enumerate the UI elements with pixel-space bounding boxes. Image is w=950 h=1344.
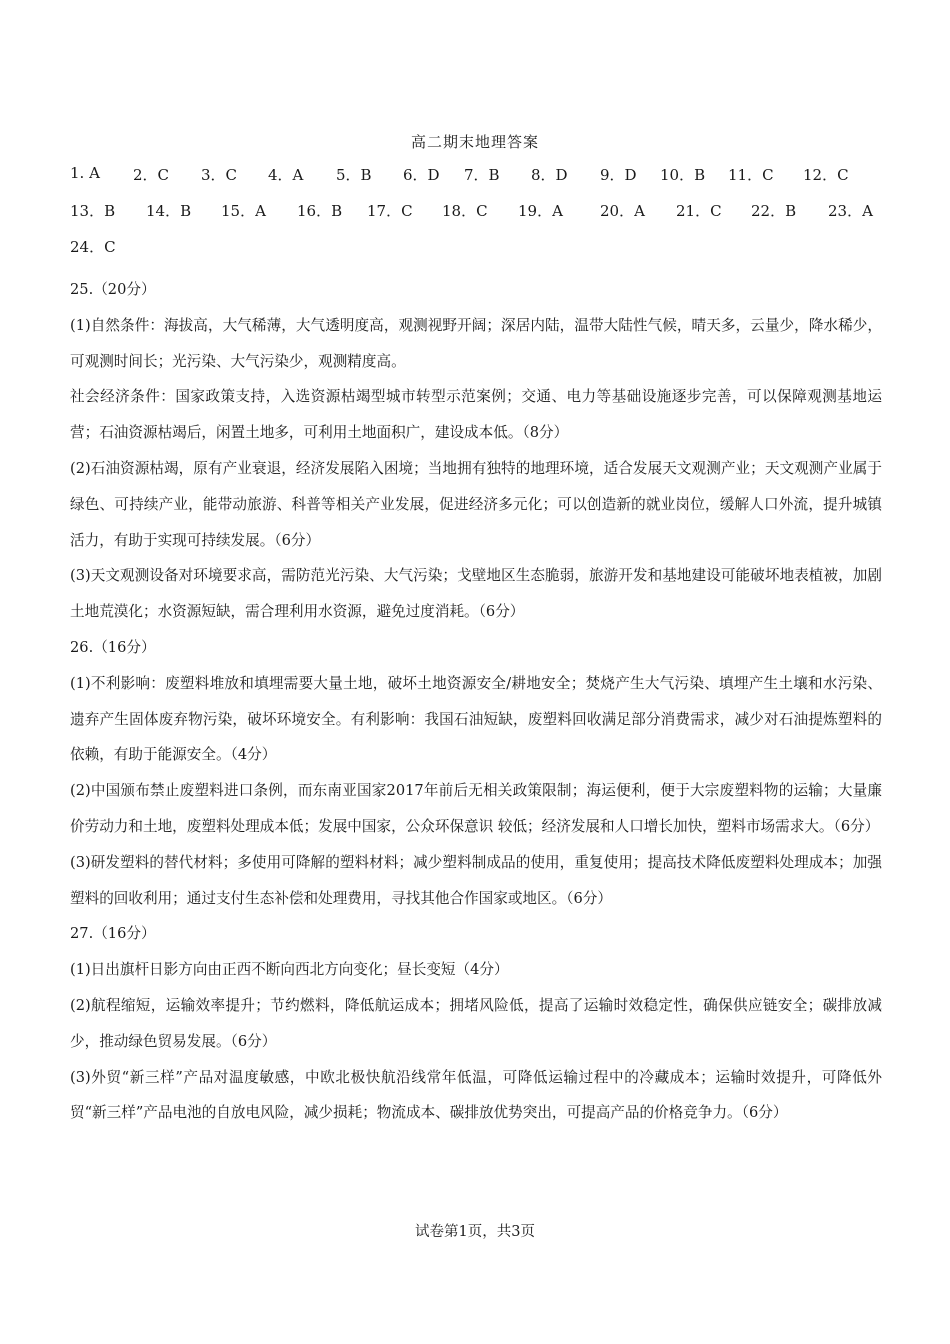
answer-paragraph: (1)日出旗杆日影方向由正西不断向西北方向变化；昼长变短（4分） — [70, 961, 509, 979]
answer-paragraph: (1)自然条件：海拔高，大气稀薄，大气透明度高，观测视野开阔；深居内陆，温带大陆性气候，晴天多，云量少，降水稀少，可观测时间长；光污染、大气污染少，观测精度高。 — [70, 316, 882, 370]
answer-item: 14．B — [146, 202, 192, 220]
answer-item: 5．B — [336, 166, 372, 184]
answer-item: 23．A — [828, 202, 873, 220]
answer-item: 4．A — [268, 166, 304, 184]
answer-item: 2．C — [133, 166, 170, 184]
answer-item: 24．C — [70, 238, 116, 256]
question-27 — [70, 916, 882, 1131]
question-25 — [70, 272, 882, 630]
answer-item: 22．B — [751, 202, 797, 220]
answer-item: 15．A — [221, 202, 266, 220]
question-header: 26.（16分） — [70, 638, 156, 656]
answer-item: 12．C — [803, 166, 849, 184]
answer-paragraph: (2)航程缩短，运输效率提升；节约燃料，降低航运成本；拥堵风险低，提高了运输时效稳定性，确保供应链安全；碳排放减少，推动绿色贸易发展。（6分） — [70, 996, 882, 1050]
question-26 — [70, 630, 882, 916]
answer-paragraph: (3)外贸“新三样”产品对温度敏感，中欧北极快航沿线常年低温，可降低运输过程中的冷藏成本；运输时效提升，可降低外贸“新三样”产品电池的自放电风险，减少损耗；物流成本、碳排放优势突出，可提高产品的价格竞争力。（6分） — [70, 1068, 882, 1122]
answer-item: 9．D — [600, 166, 637, 184]
answer-item: 10．B — [660, 166, 706, 184]
answer-paragraph: (3)研发塑料的替代材料；多使用可降解的塑料材料；减少塑料制成品的使用，重复使用；提高技术降低废塑料处理成本；加强塑料的回收利用；通过支付生态补偿和处理费用，寻找其他合作国家或地区。（6分） — [70, 853, 882, 907]
answer-row — [70, 164, 890, 200]
answer-paragraph: (2)中国颁布禁止废塑料进口条例，而东南亚国家2017年前后无相关政策限制；海运便利，便于大宗废塑料物的运输；大量廉价劳动力和土地，废塑料处理成本低；发展中国家，公众环保意识 较低；经济发展和人口增长加快，塑料市场需求大。（6分） — [70, 782, 882, 835]
answer-paragraph: (1)不利影响：废塑料堆放和填埋需要大量土地，破坏土地资源安全/耕地安全；焚烧产生大气污染、填埋产生土壤和水污染、遗弃产生固体废弃物污染，破坏环境安全。有利影响：我国石油短缺，废塑料回收满足部分消费需求，减少对石油提炼塑料的依赖，有助于能源安全。（4分） — [70, 674, 882, 764]
answer-paragraph: (3)天文观测设备对环境要求高，需防范光污染、大气污染；戈壁地区生态脆弱，旅游开发和基地建设可能破坏地表植被，加剧土地荒漠化；水资源短缺，需合理利用水资源，避免过度消耗。（6分） — [70, 567, 882, 621]
answer-item: 17．C — [367, 202, 413, 220]
answer-item: 1. A — [70, 164, 100, 182]
answer-item: 3．C — [201, 166, 238, 184]
answer-row — [70, 236, 890, 272]
answer-item: 21．C — [676, 202, 722, 220]
question-header: 27.（16分） — [70, 925, 156, 943]
answer-paragraph: (2)石油资源枯竭，原有产业衰退，经济发展陷入困境；当地拥有独特的地理环境，适合发展天文观测产业；天文观测产业属于绿色、可持续产业，能带动旅游、科普等相关产业发展，促进经济多元化；可以创造新的就业岗位，缓解人口外流，提升城镇活力，有助于实现可持续发展。（6分） — [70, 459, 882, 549]
answer-item: 13．B — [70, 202, 116, 220]
answer-item: 16．B — [297, 202, 343, 220]
answer-item: 20．A — [600, 202, 645, 220]
answer-paragraph: 社会经济条件：国家政策支持，入选资源枯竭型城市转型示范案例；交通、电力等基础设施逐步完善，可以保障观测基地运营；石油资源枯竭后，闲置土地多，可利用土地面积广，建设成本低。（8分） — [70, 388, 882, 442]
question-header: 25.（20分） — [70, 281, 156, 298]
answer-item: 19．A — [518, 202, 563, 220]
answer-item: 11．C — [728, 166, 774, 184]
page-footer: 试卷第1页，共3页 — [415, 1224, 535, 1240]
answer-body — [70, 272, 882, 1131]
answer-row — [70, 200, 890, 236]
multiple-choice-answers — [70, 164, 890, 272]
page-title: 高二期末地理答案 — [410, 133, 539, 151]
answer-item: 6．D — [403, 166, 440, 184]
answer-item: 8．D — [531, 166, 568, 184]
answer-item: 18．C — [442, 202, 488, 220]
answer-item: 7．B — [464, 166, 500, 184]
